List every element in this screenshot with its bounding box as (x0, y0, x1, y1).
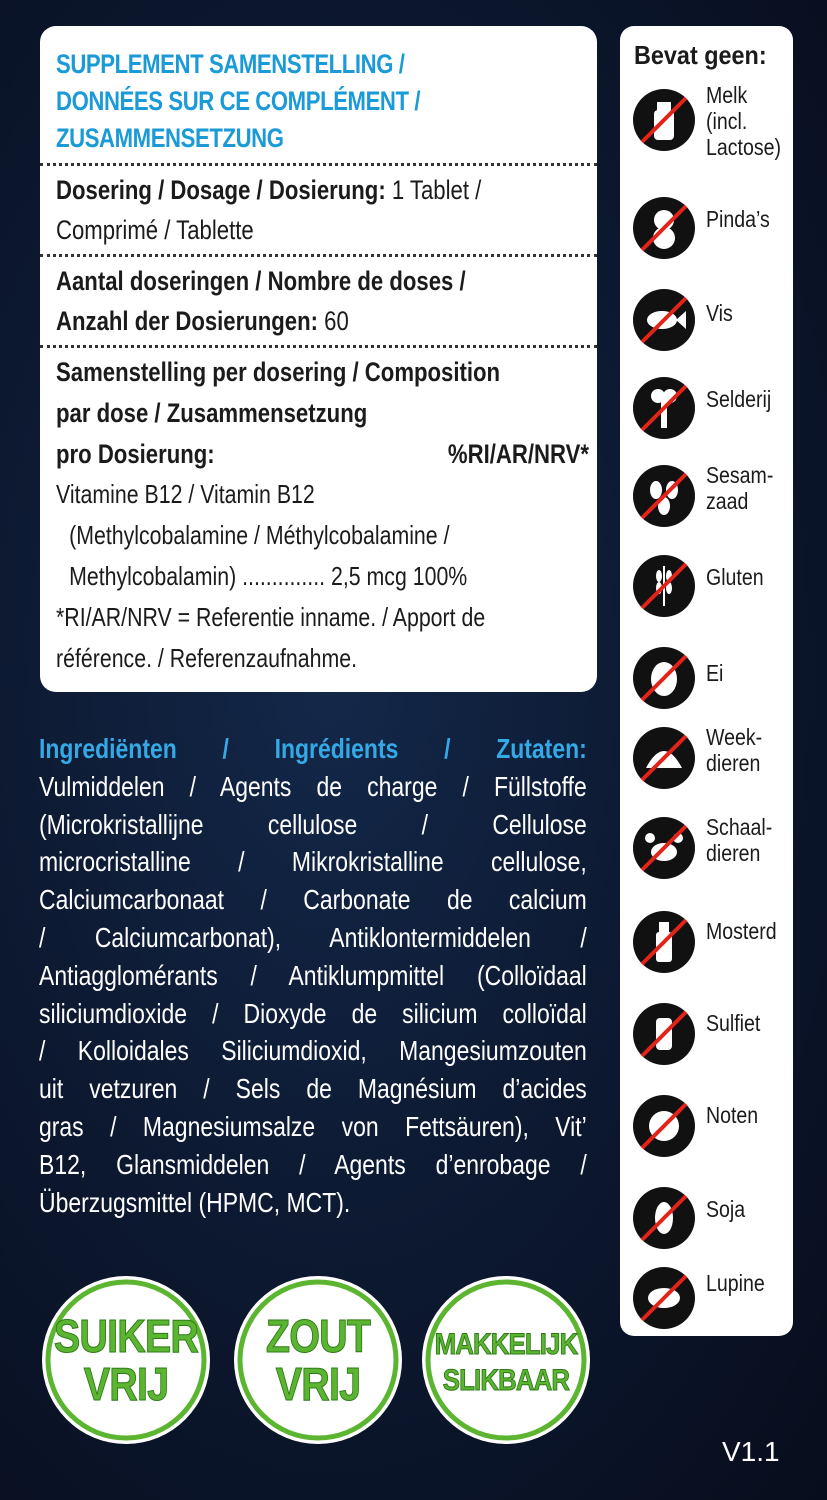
allergen-item (632, 646, 792, 716)
allergen-label: Melk (incl. Lactose) (706, 82, 781, 160)
footnote: référence. / Referenzaufnahme. (56, 643, 358, 673)
allergen-label: Mosterd (706, 918, 777, 944)
allergen-label: Sesam- zaad (706, 462, 774, 514)
dosage-label: Dosering / Dosage / Dosierung: (56, 175, 386, 205)
allergen-label: Selderij (706, 386, 772, 412)
allergen-label: Lupine (706, 1270, 765, 1296)
mustard-icon (632, 910, 696, 974)
allergen-item (632, 196, 792, 266)
peanut-icon (632, 196, 696, 260)
composition-label: Samenstelling per dosering / Composition (56, 357, 501, 387)
ingredients-line: siliciumdioxide / Dioxyde de silicium colloïdal (39, 997, 587, 1029)
ingredients-line: microcristalline / Mikrokristalline cellulose, (39, 846, 587, 878)
badge-text: VRIJ (275, 1359, 361, 1411)
allergen-item (632, 1186, 792, 1256)
supplement-facts-panel (40, 26, 597, 692)
ingredients-line: Calciumcarbonaat / Carbonate de calcium (39, 884, 587, 916)
ingredients-line: Vulmiddelen / Agents de charge / Füllstoffe (39, 770, 587, 802)
dose-count-label-cont: Anzahl der Dosierungen: (56, 306, 319, 336)
composition-label: par dose / Zusammensetzung (56, 398, 368, 428)
allergen-item (632, 554, 792, 624)
facts-title-line: SUPPLEMENT SAMENSTELLING / (56, 49, 405, 79)
dose-count-label: Aantal doseringen / Nombre de doses / (56, 266, 466, 296)
allergen-label: Soja (706, 1196, 746, 1222)
allergen-free-panel (620, 26, 793, 1336)
ingredients-line: Überzugsmittel (HPMC, MCT). (39, 1186, 351, 1218)
facts-title (56, 46, 587, 163)
allergen-item (632, 376, 792, 446)
allergen-label: Schaal- dieren (706, 814, 773, 866)
sugar-free-badge (38, 1272, 214, 1448)
allergen-label: Sulfiet (706, 1010, 761, 1036)
egg-icon (632, 646, 696, 710)
wheat-icon (632, 554, 696, 618)
composition-label: pro Dosierung: (56, 439, 215, 469)
ri-header: %RI/AR/NRV* (447, 439, 589, 469)
allergen-item (632, 726, 792, 796)
dosage-row (56, 166, 587, 254)
easy-swallow-badge (418, 1272, 594, 1448)
allergen-title: Bevat geen: (634, 40, 767, 70)
allergen-item (632, 816, 792, 886)
allergen-item (632, 1266, 792, 1336)
lupine-icon (632, 1266, 696, 1330)
ingredients-line: B12, Glansmiddelen / Agents d’enrobage / (39, 1148, 587, 1180)
dose-count-value: 60 (318, 306, 349, 336)
facts-title-line: DONNÉES SUR CE COMPLÉMENT / (56, 86, 421, 116)
badge-text: ZOUT (265, 1311, 371, 1363)
version-label: V1.1 (722, 1436, 780, 1467)
badge-text: SLIKBAAR (442, 1363, 570, 1397)
fish-icon (632, 288, 696, 352)
ingredients-line: (Microkristallijne cellulose / Cellulose (39, 808, 587, 840)
milk-bottle-icon (632, 88, 696, 152)
dosage-value: 1 Tablet / (385, 175, 482, 205)
allergen-label: Vis (706, 300, 733, 326)
badge-text: SUIKER (53, 1311, 199, 1363)
allergen-item (632, 288, 792, 358)
allergen-label: Noten (706, 1102, 759, 1128)
vitamin-amount-line: Methylcobalamin) .............. 2,5 mcg 100% (69, 561, 468, 591)
dose-count-row (56, 257, 587, 345)
ingredients-line: uit vetzuren / Sels de Magnésium d’acides (39, 1073, 587, 1105)
vitamin-line: (Methylcobalamine / Méthylcobalamine / (69, 520, 450, 550)
sulfite-icon (632, 1002, 696, 1066)
ingredients-block (39, 730, 587, 1221)
composition-row (56, 348, 587, 683)
dosage-value-cont: Comprimé / Tablette (56, 215, 254, 245)
allergen-item (632, 464, 792, 534)
soy-icon (632, 1186, 696, 1250)
allergen-label: Pinda’s (706, 206, 770, 232)
allergen-label: Ei (706, 660, 724, 686)
allergen-item (632, 910, 792, 980)
badge-text: MAKKELIJK (434, 1327, 578, 1361)
celery-icon (632, 376, 696, 440)
ingredients-line: / Kolloidales Siliciumdioxid, Mangesiumzouten (39, 1035, 587, 1067)
allergen-item (632, 1094, 792, 1164)
badge-text: VRIJ (83, 1359, 169, 1411)
facts-title-line: ZUSAMMENSETZUNG (56, 123, 284, 153)
sesame-icon (632, 464, 696, 528)
ingredients-heading: Ingrediënten / Ingrédients / Zutaten: (39, 733, 587, 764)
crab-icon (632, 816, 696, 880)
salt-free-badge (230, 1272, 406, 1448)
allergen-item (632, 82, 792, 160)
ingredients-line: / Calciumcarbonat), Antiklontermiddelen / (39, 921, 587, 953)
footnote: *RI/AR/NRV = Referentie inname. / Apport de (56, 602, 486, 632)
allergen-label: Week- dieren (706, 724, 763, 776)
vitamin-line: Vitamine B12 / Vitamin B12 (56, 479, 315, 509)
shell-icon (632, 726, 696, 790)
allergen-label: Gluten (706, 564, 764, 590)
ingredients-line: Antiagglomérants / Antiklumpmittel (Colloïdaal (39, 959, 587, 991)
nut-icon (632, 1094, 696, 1158)
allergen-item (632, 1002, 792, 1072)
ingredients-line: gras / Magnesiumsalze von Fettsäuren), Vit’ (39, 1110, 587, 1142)
